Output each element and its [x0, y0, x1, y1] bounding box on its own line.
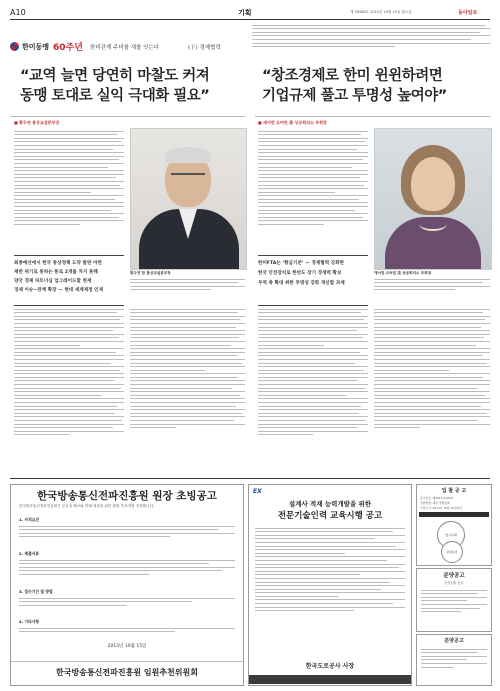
ad-education-footer: 한국도로공사 사장: [305, 663, 355, 670]
series-logo: 한미동맹: [22, 43, 50, 51]
section-title: 기획: [238, 9, 252, 17]
headline-rule-right: [255, 116, 490, 117]
left-quote-1: 최종예산에서 한국 통상정책 도약 발판 마련: [14, 261, 102, 266]
right-quote-1: 한미FTA는 ‘황금기준’ — 경제협력 강화한: [258, 261, 345, 266]
ad-bid-circle-2-label: 분양문의: [446, 550, 458, 554]
ad-recruitment-date: 2013년 10월 15일: [107, 644, 147, 649]
left-highlight-quotes: [14, 255, 124, 306]
portrait-face: [411, 157, 455, 211]
ad-education-footer-bar: [249, 675, 411, 684]
right-photo-caption: [374, 271, 490, 298]
portrait-hair: [165, 147, 211, 163]
ad-section-4: 4. 기타사항: [19, 619, 40, 624]
ad-bid-item-3: 사업기간: 2013년 10월 15일까지: [420, 506, 463, 510]
ad-sale-body: [421, 587, 487, 627]
left-caption-name: 황두연 한 통상교섭본부장: [130, 271, 171, 275]
ad-sale-2-title: 분양공고: [444, 638, 464, 644]
left-body-1: [14, 128, 124, 250]
ex-logo-icon: EX: [253, 488, 262, 495]
right-highlight-quotes: [258, 255, 368, 306]
portrait-necklace: [419, 217, 447, 231]
right-caption-text: [374, 276, 490, 298]
ad-recruitment-body: 한국방송통신전파진흥원은 공공성 확보와 미래 성장을 위한 원장 후보자를 초빙합니다.: [19, 504, 155, 508]
ad-section-1: 1. 자격요건: [19, 517, 40, 522]
ad-education: [248, 484, 412, 686]
ad-section-1-text: [19, 523, 235, 549]
ad-section-3: 3. 접수기간 및 방법: [19, 589, 53, 594]
left-byline: ■ 황두연 통상교섭본부장: [14, 120, 60, 125]
ad-bid-circle-1-label: 청구문의: [445, 533, 457, 537]
ad-education-title-2: 전문기술인력 교육시행 공고: [277, 511, 383, 521]
ad-section-2-text: [19, 557, 235, 587]
header-rule: [10, 19, 490, 20]
right-body-2: [258, 306, 368, 476]
ad-section-2: 2. 제출서류: [19, 551, 40, 556]
right-byline: ■ 캐서린 오버린 美 상공회의소 부회장: [258, 120, 327, 125]
left-quote-3: 양국 경제 파트너십 업그레이드할 현재: [14, 279, 92, 284]
series-anniversary: 60주년: [53, 43, 83, 53]
portrait-glasses: [171, 173, 205, 183]
ad-bid-circle-2: [441, 541, 463, 563]
right-body-1: [258, 128, 368, 250]
left-headline: [20, 66, 245, 106]
headline-rule-left: [10, 116, 245, 117]
left-body-3: [130, 306, 245, 476]
left-headline-line-1: “교역 늘면 당연히 마찰도 커져: [20, 68, 210, 84]
right-body-3: [374, 306, 490, 476]
ad-footer-rule: [11, 661, 243, 662]
ad-recruitment-title: 한국방송통신전파진흥원 원장 초빙공고: [37, 490, 217, 502]
alliance-emblem-icon: [10, 42, 19, 51]
right-quote-3: 무역 축 확대 위한 투명성 강화 개선할 과제: [258, 281, 345, 286]
series-subtitle: 한미관계 주미를 새를 잇는다: [90, 45, 160, 51]
left-caption-text: [130, 276, 245, 298]
left-quote-2: 제반 위기로 통하는 통로 2개를 차지 못해: [14, 270, 98, 275]
ad-education-title-1: 설계사 적재 능력개발을 위한: [288, 500, 372, 508]
right-headline-line-1: “창조경제로 한미 윈윈하려면: [262, 68, 443, 84]
issue-date: 제 26568호 2012년 10월 15일 월요일: [350, 10, 412, 14]
ad-section-4-text: [19, 625, 235, 639]
right-headline-line-2: 기업규제 풀고 투명성 높여야”: [262, 88, 447, 104]
ad-bid-notice: [416, 484, 492, 566]
ad-sale-subtitle: 신상(경) 공고: [444, 581, 464, 585]
left-body-2: [14, 306, 124, 476]
ad-bid-dark-band: [419, 512, 489, 517]
page-header: [10, 6, 490, 20]
ad-sale-2-body: [421, 646, 487, 680]
ad-education-body: [255, 525, 405, 653]
ad-recruitment: [10, 484, 244, 686]
ad-bid-item-1: 공고번호: 제2013-0128호: [420, 496, 454, 500]
left-quote-4: 경제 이슈~관계 확장 — 현대 세계재정 인재: [14, 288, 104, 293]
ad-bid-item-2: 입찰방법: 제한 경쟁입찰: [420, 501, 450, 505]
ad-sale-notice-2: [416, 634, 492, 686]
ad-sale-notice: [416, 568, 492, 632]
left-headline-line-2: 동맹 토대로 실익 극대화 필요”: [20, 88, 210, 104]
right-caption-name: 캐서린 오버린 美 상공회의소 부회장: [374, 271, 432, 275]
ad-section-3-text: [19, 595, 235, 617]
right-quote-2: 한국 안전장치로 한반도 장기 경쟁력 확보: [258, 271, 342, 276]
ad-sale-title: 분양공고: [443, 573, 465, 579]
right-photo: [374, 128, 492, 270]
page-number: A10: [10, 8, 26, 17]
right-headline: [262, 66, 490, 106]
ads-divider: [10, 478, 490, 479]
ad-bid-title: 입 찰 공 고: [441, 488, 467, 494]
intro-paragraph: [252, 22, 490, 62]
series-banner: [10, 40, 240, 54]
series-part: (下) 경제협력: [188, 45, 221, 51]
left-photo: [130, 128, 247, 270]
left-photo-caption: [130, 271, 245, 298]
ad-recruitment-footer: 한국방송통신전파진흥원 임원추천위원회: [56, 668, 198, 677]
brand-logo: 동아일보: [458, 10, 478, 16]
